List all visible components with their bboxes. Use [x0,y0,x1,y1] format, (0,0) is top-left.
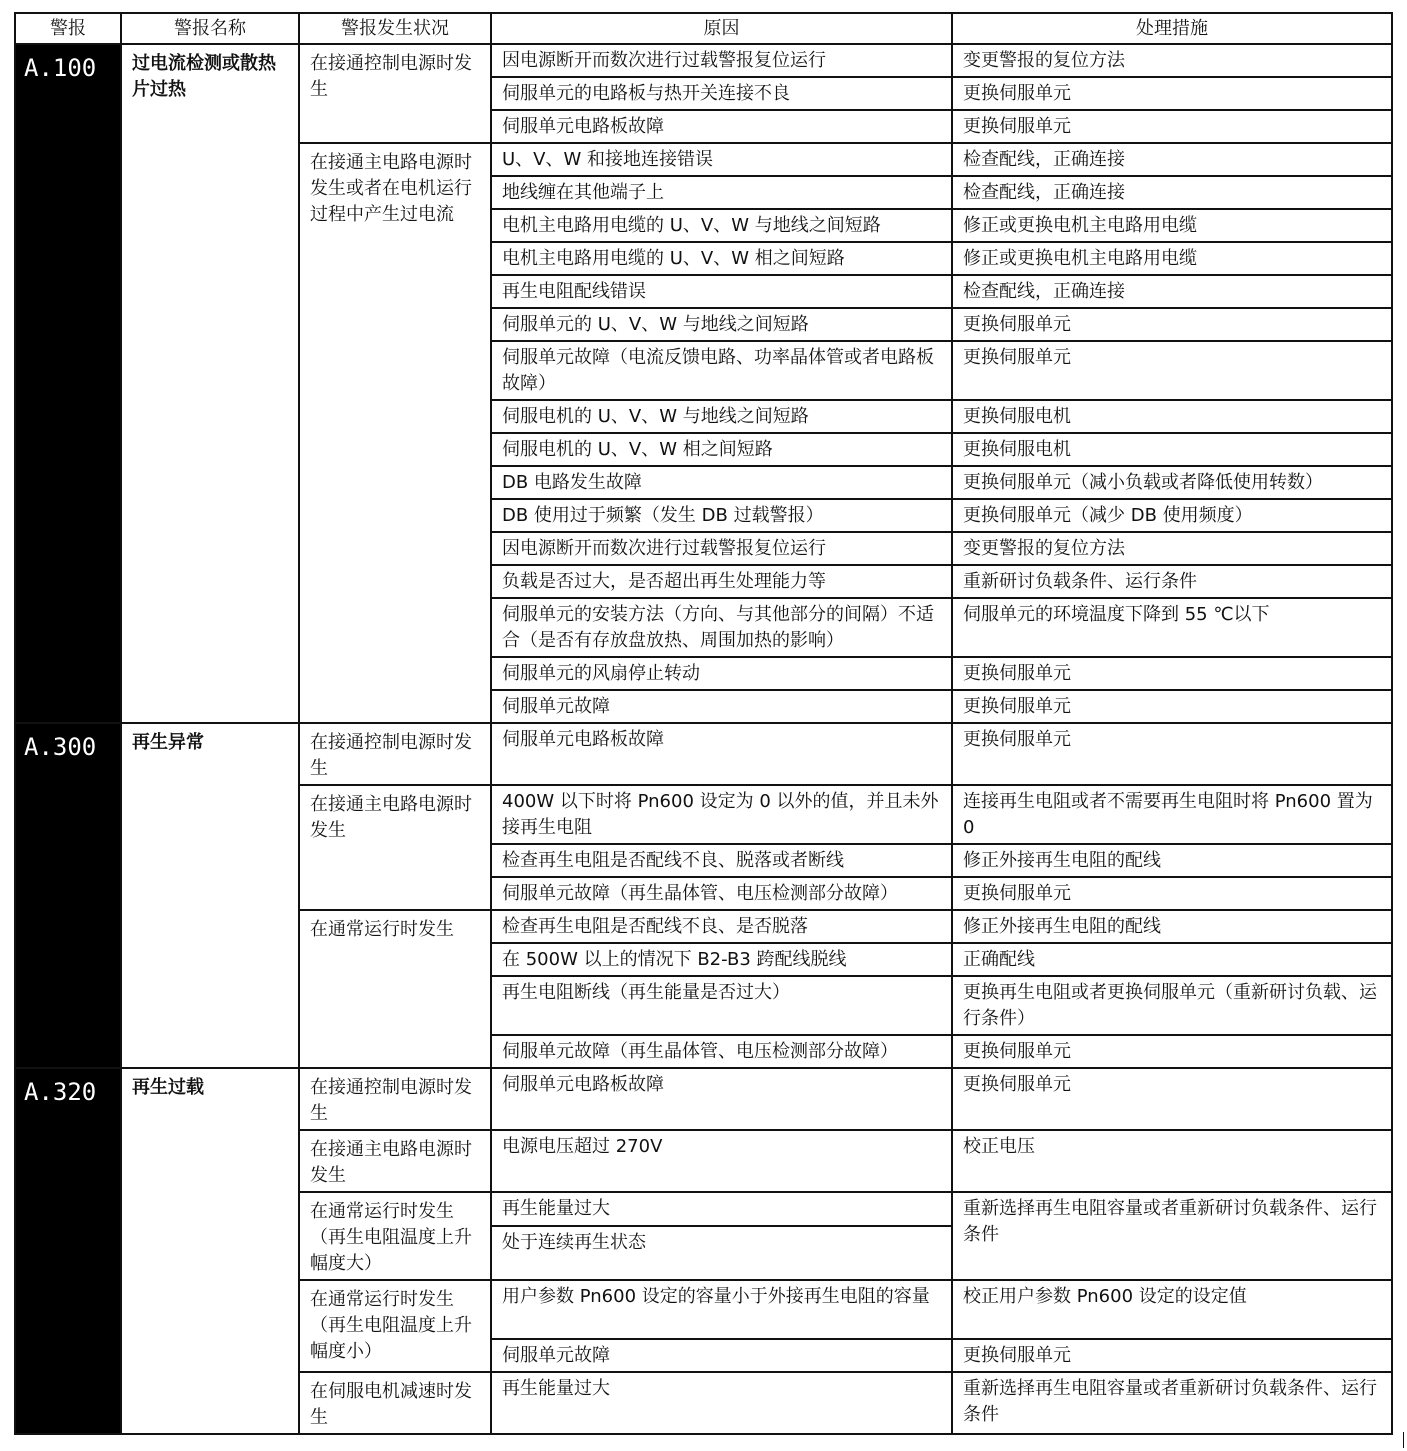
cause-cell: 伺服单元故障 [491,690,952,723]
alarm-name: 再生过载 [121,1068,299,1434]
action-cell: 更换伺服单元 [952,723,1392,785]
alarm-condition: 在通常运行时发生（再生电阻温度上升幅度大） [299,1192,491,1280]
cause-cell: 处于连续再生状态 [491,1226,952,1280]
action-cell: 重新选择再生电阻容量或者重新研讨负载条件、运行条件 [952,1372,1392,1434]
cause-cell: 伺服电机的 U、V、W 相之间短路 [491,433,952,466]
action-cell: 变更警报的复位方法 [952,44,1392,77]
cause-cell: 检查再生电阻是否配线不良、脱落或者断线 [491,844,952,877]
cause-cell: 电机主电路用电缆的 U、V、W 相之间短路 [491,242,952,275]
cause-cell: 用户参数 Pn600 设定的容量小于外接再生电阻的容量 [491,1280,952,1339]
action-cell: 更换伺服单元 [952,308,1392,341]
action-cell: 更换伺服单元 [952,657,1392,690]
action-cell: 修正或更换电机主电路用电缆 [952,242,1392,275]
cause-cell: 伺服单元故障（电流反馈电路、功率晶体管或者电路板故障） [491,341,952,400]
alarm-condition: 在接通主电路电源时发生 [299,1130,491,1192]
action-cell: 更换伺服单元（减少 DB 使用频度） [952,499,1392,532]
action-cell: 修正或更换电机主电路用电缆 [952,209,1392,242]
alarm-code: A.300 [15,723,121,1068]
alarm-code: A.100 [15,44,121,723]
cause-cell: 伺服单元故障 [491,1339,952,1372]
cause-cell: 因电源断开而数次进行过载警报复位运行 [491,532,952,565]
cause-cell: U、V、W 和接地连接错误 [491,143,952,176]
action-cell: 更换伺服单元（减小负载或者降低使用转数） [952,466,1392,499]
action-cell: 检查配线，正确连接 [952,143,1392,176]
cause-cell: DB 电路发生故障 [491,466,952,499]
alarm-condition: 在通常运行时发生（再生电阻温度上升幅度小） [299,1280,491,1372]
header-row [15,13,1392,44]
action-cell: 更换伺服单元 [952,690,1392,723]
header-action: 处理措施 [952,13,1392,44]
header-alarm-code: 警报 [15,13,121,44]
cause-cell: 再生电阻配线错误 [491,275,952,308]
alarm-condition: 在接通控制电源时发生 [299,723,491,785]
alarm-condition: 在接通主电路电源时发生 [299,785,491,910]
action-cell: 更换伺服单元 [952,1068,1392,1130]
alarm-table-page [14,12,1393,1435]
table-row [15,44,1392,77]
cause-cell: 伺服单元的风扇停止转动 [491,657,952,690]
header-alarm-name: 警报名称 [121,13,299,44]
alarm-condition: 在接通主电路电源时发生或者在电机运行过程中产生过电流 [299,143,491,723]
alarm-table-body [15,44,1392,1434]
cause-cell: 伺服单元的安装方法（方向、与其他部分的间隔）不适合（是否有存放盘放热、周围加热的影响） [491,598,952,657]
alarm-condition: 在接通控制电源时发生 [299,1068,491,1130]
cause-cell: 电机主电路用电缆的 U、V、W 与地线之间短路 [491,209,952,242]
table-row [15,723,1392,785]
cause-cell: 伺服单元电路板故障 [491,1068,952,1130]
action-cell: 重新选择再生电阻容量或者重新研讨负载条件、运行条件 [952,1192,1392,1280]
cause-cell: 在 500W 以上的情况下 B2-B3 跨配线脱线 [491,943,952,976]
cause-cell: 伺服单元故障（再生晶体管、电压检测部分故障） [491,1035,952,1068]
action-cell: 检查配线，正确连接 [952,176,1392,209]
action-cell: 校正用户参数 Pn600 设定的设定值 [952,1280,1392,1339]
action-cell: 正确配线 [952,943,1392,976]
cause-cell: DB 使用过于频繁（发生 DB 过载警报） [491,499,952,532]
cause-cell: 伺服单元电路板故障 [491,110,952,143]
cause-cell: 再生能量过大 [491,1372,952,1434]
action-cell: 连接再生电阻或者不需要再生电阻时将 Pn600 置为 0 [952,785,1392,844]
cause-cell: 负载是否过大，是否超出再生处理能力等 [491,565,952,598]
action-cell: 更换伺服单元 [952,1035,1392,1068]
cause-cell: 检查再生电阻是否配线不良、是否脱落 [491,910,952,943]
action-cell: 修正外接再生电阻的配线 [952,844,1392,877]
action-cell: 检查配线，正确连接 [952,275,1392,308]
cause-cell: 伺服单元的 U、V、W 与地线之间短路 [491,308,952,341]
cause-cell: 伺服单元电路板故障 [491,723,952,785]
cause-cell: 再生电阻断线（再生能量是否过大） [491,976,952,1035]
action-cell: 伺服单元的环境温度下降到 55 ℃以下 [952,598,1392,657]
alarm-condition: 在伺服电机减速时发生 [299,1372,491,1434]
action-cell: 更换伺服单元 [952,341,1392,400]
alarm-name: 再生异常 [121,723,299,1068]
page-edge-mark [1403,1432,1404,1448]
alarm-condition: 在通常运行时发生 [299,910,491,1068]
action-cell: 更换伺服单元 [952,110,1392,143]
cause-cell: 伺服单元故障（再生晶体管、电压检测部分故障） [491,877,952,910]
action-cell: 更换伺服单元 [952,1339,1392,1372]
alarm-table [14,12,1393,1435]
alarm-name: 过电流检测或散热片过热 [121,44,299,723]
action-cell: 更换伺服电机 [952,433,1392,466]
action-cell: 更换伺服单元 [952,877,1392,910]
alarm-code: A.320 [15,1068,121,1434]
cause-cell: 电源电压超过 270V [491,1130,952,1192]
cause-cell: 地线缠在其他端子上 [491,176,952,209]
action-cell: 更换伺服单元 [952,77,1392,110]
action-cell: 校正电压 [952,1130,1392,1192]
table-row [15,1068,1392,1130]
cause-cell: 400W 以下时将 Pn600 设定为 0 以外的值，并且未外接再生电阻 [491,785,952,844]
cause-cell: 因电源断开而数次进行过载警报复位运行 [491,44,952,77]
header-cause: 原因 [491,13,952,44]
cause-cell: 再生能量过大 [491,1192,952,1226]
action-cell: 更换伺服电机 [952,400,1392,433]
header-alarm-condition: 警报发生状况 [299,13,491,44]
action-cell: 重新研讨负载条件、运行条件 [952,565,1392,598]
cause-cell: 伺服单元的电路板与热开关连接不良 [491,77,952,110]
action-cell: 更换再生电阻或者更换伺服单元（重新研讨负载、运行条件） [952,976,1392,1035]
action-cell: 变更警报的复位方法 [952,532,1392,565]
cause-cell: 伺服电机的 U、V、W 与地线之间短路 [491,400,952,433]
action-cell: 修正外接再生电阻的配线 [952,910,1392,943]
alarm-condition: 在接通控制电源时发生 [299,44,491,143]
